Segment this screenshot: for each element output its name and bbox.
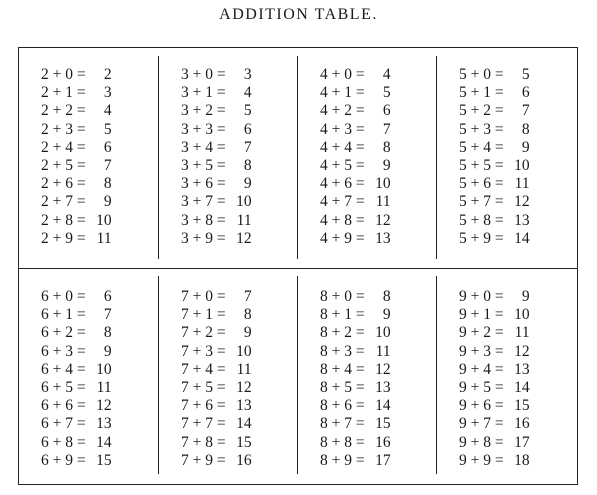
equation-text: 2 + 5 = <box>41 157 86 175</box>
equation-result: 9 <box>382 157 391 175</box>
equation-text: 6 + 0 = <box>41 288 86 305</box>
equation-result: 7 <box>382 120 391 138</box>
equation-row <box>41 157 166 175</box>
equation-result: 13 <box>375 379 391 397</box>
equation-row <box>320 193 445 211</box>
equation-text: 7 + 1 = <box>181 306 226 324</box>
equation-text: 5 + 4 = <box>459 138 504 156</box>
equation-text: 9 + 1 = <box>459 306 504 324</box>
equation-row <box>459 306 584 324</box>
equation-row <box>41 66 166 84</box>
equation-result: 6 <box>103 288 112 305</box>
equation-row <box>181 379 306 397</box>
equation-row <box>320 175 445 193</box>
equation-row <box>41 175 166 193</box>
equation-row <box>320 397 445 415</box>
equation-result: 18 <box>514 451 530 469</box>
equation-row <box>181 193 306 211</box>
equation-row <box>181 306 306 324</box>
equation-result: 12 <box>236 229 252 247</box>
horizontal-divider <box>19 268 577 269</box>
equation-text: 8 + 8 = <box>320 433 365 451</box>
equation-text: 4 + 5 = <box>320 157 365 175</box>
equation-result: 11 <box>236 211 252 229</box>
equation-result: 7 <box>103 157 112 175</box>
equation-result: 12 <box>514 342 530 360</box>
equation-result: 15 <box>236 433 252 451</box>
equation-text: 7 + 6 = <box>181 397 226 415</box>
equation-text: 2 + 4 = <box>41 138 86 156</box>
equation-text: 3 + 0 = <box>181 66 226 83</box>
equation-row <box>459 230 584 248</box>
equation-row <box>181 175 306 193</box>
equation-text: 6 + 7 = <box>41 415 86 433</box>
equation-row <box>320 139 445 157</box>
equation-text: 6 + 4 = <box>41 360 86 378</box>
equation-text: 8 + 4 = <box>320 360 365 378</box>
equation-row <box>41 434 166 452</box>
equation-text: 3 + 7 = <box>181 193 226 211</box>
equation-text: 4 + 0 = <box>320 66 365 83</box>
equation-text: 6 + 8 = <box>41 433 86 451</box>
equation-result: 14 <box>514 379 530 397</box>
equation-result: 8 <box>243 306 252 324</box>
equation-row <box>41 306 166 324</box>
equation-result: 10 <box>375 175 391 193</box>
equation-text: 9 + 2 = <box>459 324 504 342</box>
equation-row <box>459 288 584 306</box>
equation-text: 4 + 9 = <box>320 229 365 247</box>
equation-text: 5 + 3 = <box>459 120 504 138</box>
equation-result: 10 <box>514 306 530 324</box>
equation-result: 4 <box>243 84 252 102</box>
equation-result: 9 <box>243 324 252 342</box>
equation-row <box>181 397 306 415</box>
equation-text: 8 + 2 = <box>320 324 365 342</box>
equation-result: 9 <box>521 138 530 156</box>
equation-result: 10 <box>236 342 252 360</box>
equation-result: 5 <box>521 66 530 83</box>
equation-row <box>41 361 166 379</box>
equation-row <box>181 102 306 120</box>
table-block <box>459 66 584 248</box>
equation-row <box>459 379 584 397</box>
table-block <box>320 66 445 248</box>
equation-text: 5 + 8 = <box>459 211 504 229</box>
equation-row <box>181 212 306 230</box>
equation-result: 12 <box>96 397 112 415</box>
equation-row <box>320 102 445 120</box>
equation-text: 8 + 9 = <box>320 451 365 469</box>
equation-text: 9 + 0 = <box>459 288 504 305</box>
equation-text: 5 + 9 = <box>459 229 504 247</box>
equation-text: 9 + 9 = <box>459 451 504 469</box>
equation-text: 4 + 4 = <box>320 138 365 156</box>
equation-result: 16 <box>514 415 530 433</box>
equation-row <box>320 66 445 84</box>
table-block <box>459 288 584 470</box>
equation-row <box>41 288 166 306</box>
equation-result: 3 <box>103 84 112 102</box>
table-block <box>41 288 166 470</box>
equation-row <box>320 324 445 342</box>
equation-result: 12 <box>375 211 391 229</box>
equation-result: 7 <box>521 102 530 120</box>
equation-result: 5 <box>103 120 112 138</box>
equation-result: 3 <box>243 66 252 83</box>
equation-text: 2 + 7 = <box>41 193 86 211</box>
equation-row <box>320 84 445 102</box>
equation-result: 6 <box>243 120 252 138</box>
equation-text: 7 + 4 = <box>181 360 226 378</box>
equation-result: 8 <box>382 138 391 156</box>
equation-row <box>41 415 166 433</box>
equation-row <box>320 343 445 361</box>
equation-row <box>181 157 306 175</box>
equation-text: 5 + 2 = <box>459 102 504 120</box>
equation-text: 5 + 1 = <box>459 84 504 102</box>
equation-result: 13 <box>514 360 530 378</box>
equation-result: 5 <box>243 102 252 120</box>
equation-row <box>320 434 445 452</box>
equation-result: 11 <box>236 360 252 378</box>
equation-row <box>459 193 584 211</box>
equation-row <box>41 379 166 397</box>
equation-result: 17 <box>514 433 530 451</box>
equation-row <box>459 434 584 452</box>
equation-text: 6 + 2 = <box>41 324 86 342</box>
equation-row <box>320 306 445 324</box>
equation-row <box>320 157 445 175</box>
equation-text: 8 + 7 = <box>320 415 365 433</box>
equation-result: 16 <box>236 451 252 469</box>
equation-row <box>181 415 306 433</box>
equation-text: 2 + 9 = <box>41 229 86 247</box>
equation-result: 7 <box>103 306 112 324</box>
equation-text: 7 + 2 = <box>181 324 226 342</box>
equation-result: 11 <box>514 324 530 342</box>
equation-text: 8 + 1 = <box>320 306 365 324</box>
equation-text: 3 + 6 = <box>181 175 226 193</box>
equation-result: 13 <box>236 397 252 415</box>
equation-text: 5 + 6 = <box>459 175 504 193</box>
equation-text: 6 + 3 = <box>41 342 86 360</box>
equation-result: 4 <box>103 102 112 120</box>
equation-text: 2 + 0 = <box>41 66 86 83</box>
equation-result: 6 <box>521 84 530 102</box>
equation-text: 3 + 3 = <box>181 120 226 138</box>
equation-text: 5 + 7 = <box>459 193 504 211</box>
equation-text: 5 + 0 = <box>459 66 504 83</box>
equation-text: 6 + 1 = <box>41 306 86 324</box>
equation-result: 13 <box>96 415 112 433</box>
equation-row <box>459 157 584 175</box>
equation-result: 10 <box>96 211 112 229</box>
equation-row <box>459 139 584 157</box>
equation-text: 4 + 1 = <box>320 84 365 102</box>
equation-result: 15 <box>514 397 530 415</box>
equation-result: 9 <box>243 175 252 193</box>
equation-text: 8 + 3 = <box>320 342 365 360</box>
page-title: ADDITION TABLE. <box>219 6 378 23</box>
equation-result: 17 <box>375 451 391 469</box>
equation-result: 12 <box>236 379 252 397</box>
equation-text: 4 + 3 = <box>320 120 365 138</box>
equation-result: 4 <box>382 66 391 83</box>
equation-row <box>459 324 584 342</box>
equation-row <box>320 212 445 230</box>
equation-text: 3 + 5 = <box>181 157 226 175</box>
equation-text: 9 + 5 = <box>459 379 504 397</box>
table-block <box>181 66 306 248</box>
equation-row <box>181 121 306 139</box>
equation-row <box>320 288 445 306</box>
equation-text: 9 + 6 = <box>459 397 504 415</box>
equation-result: 11 <box>96 229 112 247</box>
equation-text: 9 + 8 = <box>459 433 504 451</box>
equation-text: 2 + 3 = <box>41 120 86 138</box>
table-block <box>320 288 445 470</box>
equation-text: 4 + 8 = <box>320 211 365 229</box>
equation-result: 2 <box>103 66 112 83</box>
equation-row <box>181 343 306 361</box>
equation-text: 9 + 4 = <box>459 360 504 378</box>
equation-result: 9 <box>103 193 112 211</box>
equation-row <box>320 361 445 379</box>
equation-text: 7 + 9 = <box>181 451 226 469</box>
equation-text: 9 + 7 = <box>459 415 504 433</box>
equation-text: 6 + 5 = <box>41 379 86 397</box>
equation-text: 3 + 2 = <box>181 102 226 120</box>
equation-text: 2 + 1 = <box>41 84 86 102</box>
equation-row <box>320 415 445 433</box>
table-block <box>181 288 306 470</box>
equation-row <box>181 230 306 248</box>
equation-row <box>459 102 584 120</box>
equation-row <box>41 343 166 361</box>
equation-result: 10 <box>236 193 252 211</box>
equation-row <box>320 121 445 139</box>
equation-result: 11 <box>375 342 391 360</box>
equation-row <box>459 361 584 379</box>
equation-text: 2 + 2 = <box>41 102 86 120</box>
equation-row <box>41 139 166 157</box>
equation-result: 14 <box>514 229 530 247</box>
equation-row <box>320 230 445 248</box>
equation-result: 8 <box>243 157 252 175</box>
equation-result: 13 <box>514 211 530 229</box>
equation-result: 10 <box>375 324 391 342</box>
equation-row <box>459 84 584 102</box>
equation-text: 5 + 5 = <box>459 157 504 175</box>
equation-row <box>181 434 306 452</box>
equation-text: 7 + 8 = <box>181 433 226 451</box>
equation-row <box>459 121 584 139</box>
equation-result: 10 <box>514 157 530 175</box>
equation-result: 15 <box>375 415 391 433</box>
equation-text: 2 + 6 = <box>41 175 86 193</box>
equation-row <box>41 452 166 470</box>
equation-result: 9 <box>103 342 112 360</box>
equation-text: 7 + 0 = <box>181 288 226 305</box>
equation-row <box>181 139 306 157</box>
equation-row <box>41 102 166 120</box>
equation-row <box>181 288 306 306</box>
equation-row <box>459 175 584 193</box>
equation-text: 7 + 5 = <box>181 379 226 397</box>
equation-result: 14 <box>96 433 112 451</box>
equation-result: 7 <box>243 288 252 305</box>
equation-text: 6 + 6 = <box>41 397 86 415</box>
equation-row <box>41 397 166 415</box>
equation-text: 3 + 9 = <box>181 229 226 247</box>
equation-result: 5 <box>382 84 391 102</box>
equation-row <box>459 452 584 470</box>
equation-row <box>41 230 166 248</box>
equation-row <box>181 66 306 84</box>
equation-result: 14 <box>236 415 252 433</box>
equation-result: 8 <box>382 288 391 305</box>
equation-row <box>320 379 445 397</box>
equation-text: 7 + 7 = <box>181 415 226 433</box>
equation-row <box>320 452 445 470</box>
equation-row <box>41 193 166 211</box>
equation-result: 9 <box>382 306 391 324</box>
equation-result: 16 <box>375 433 391 451</box>
equation-row <box>181 324 306 342</box>
equation-result: 11 <box>96 379 112 397</box>
equation-result: 11 <box>514 175 530 193</box>
equation-result: 15 <box>96 451 112 469</box>
equation-text: 8 + 0 = <box>320 288 365 305</box>
equation-row <box>41 324 166 342</box>
equation-row <box>41 84 166 102</box>
equation-result: 8 <box>103 175 112 193</box>
equation-row <box>459 212 584 230</box>
equation-row <box>459 397 584 415</box>
equation-text: 4 + 6 = <box>320 175 365 193</box>
equation-result: 11 <box>375 193 391 211</box>
equation-row <box>459 66 584 84</box>
equation-text: 8 + 5 = <box>320 379 365 397</box>
equation-result: 12 <box>375 360 391 378</box>
equation-result: 9 <box>521 288 530 305</box>
equation-result: 10 <box>96 360 112 378</box>
equation-row <box>459 415 584 433</box>
equation-text: 7 + 3 = <box>181 342 226 360</box>
equation-row <box>181 361 306 379</box>
equation-text: 2 + 8 = <box>41 211 86 229</box>
equation-result: 8 <box>103 324 112 342</box>
equation-result: 13 <box>375 229 391 247</box>
equation-result: 14 <box>375 397 391 415</box>
equation-text: 4 + 2 = <box>320 102 365 120</box>
equation-result: 7 <box>243 138 252 156</box>
equation-result: 6 <box>103 138 112 156</box>
equation-text: 3 + 4 = <box>181 138 226 156</box>
equation-row <box>41 212 166 230</box>
equation-text: 3 + 8 = <box>181 211 226 229</box>
equation-row <box>41 121 166 139</box>
equation-row <box>181 452 306 470</box>
equation-text: 6 + 9 = <box>41 451 86 469</box>
equation-result: 8 <box>521 120 530 138</box>
equation-text: 8 + 6 = <box>320 397 365 415</box>
equation-row <box>459 343 584 361</box>
equation-result: 12 <box>514 193 530 211</box>
equation-row <box>181 84 306 102</box>
equation-result: 6 <box>382 102 391 120</box>
equation-text: 4 + 7 = <box>320 193 365 211</box>
table-block <box>41 66 166 248</box>
equation-text: 9 + 3 = <box>459 342 504 360</box>
equation-text: 3 + 1 = <box>181 84 226 102</box>
